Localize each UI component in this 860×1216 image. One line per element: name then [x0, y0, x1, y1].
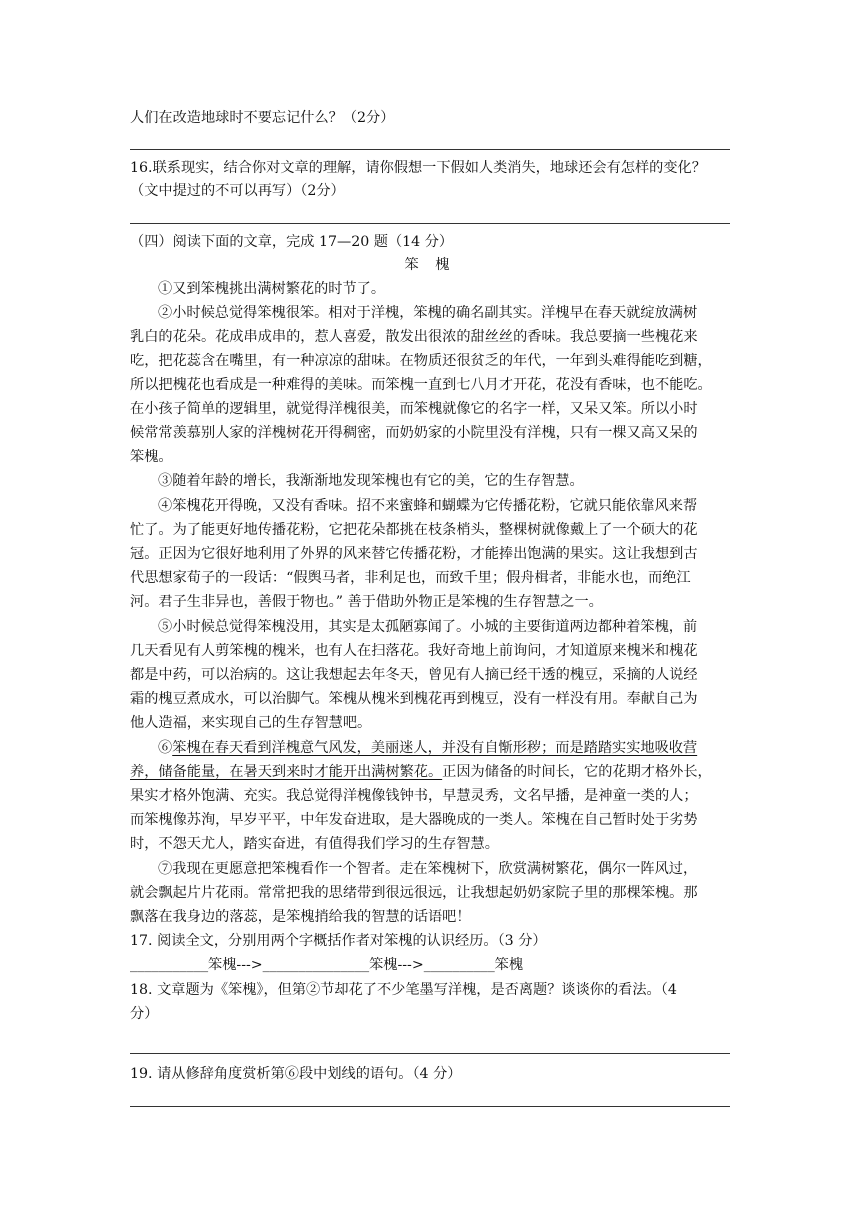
answer-line [130, 223, 730, 224]
q17-question: 17. 阅读全文，分别用两个字概括作者对笨槐的认识经历。（3 分） [130, 933, 547, 949]
paragraph-4-line: ④笨槐花开得晚，又没有香味。招不来蜜蜂和蝴蝶为它传播花粉，它就只能依靠风来帮 [158, 498, 698, 514]
paragraph-6-line: 果实才格外饱满、充实。我总觉得洋槐像钱钟书，早慧灵秀，文名早播，是神童一类的人； [130, 788, 698, 804]
paragraph-6-number: ⑥ [158, 740, 173, 756]
q18-line-2: 分） [130, 1006, 159, 1022]
paragraph-5-line: 几天看见有人剪笨槐的槐米，也有人在扫落花。我好奇地上前询问，才知道原来槐米和槐花 [130, 643, 698, 659]
q19-question: 19. 请从修辞角度赏析第⑥段中划线的语句。（4 分） [130, 1066, 462, 1082]
q16-line-2: （文中提过的不可以再写）（2分） [130, 183, 345, 199]
section4-header: （四）阅读下面的文章，完成 17—20 题（14 分） [130, 234, 454, 250]
q17-blanks[interactable]: ___________笨槐--->_______________笨槐--->__________笨槐 [130, 957, 524, 973]
paragraph-3: ③随着年龄的增长，我渐渐地发现笨槐也有它的美，它的生存智慧。 [158, 473, 584, 489]
paragraph-4-line: 冠。正因为它很好地利用了外界的风来替它传播花粉，才能捧出饱满的果实。这让我想到古 [130, 546, 698, 562]
answer-line [130, 149, 730, 150]
paragraph-4-line: 代思想家荀子的一段话：“假舆马者，非利足也，而致千里；假舟楫者，非能水也，而绝江 [130, 570, 691, 586]
paragraph-6-text: 正因为储备的时间长，它的花期才格外长， [442, 764, 712, 780]
paragraph-6-line [158, 738, 697, 758]
paragraph-2-line: 所以把槐花也看成是一种难得的美味。而笨槐一直到七八月才开花，花没有香味，也不能吃。 [130, 377, 712, 393]
paragraph-2-line: 笨槐。 [130, 449, 173, 465]
answer-line [130, 1106, 730, 1107]
paragraph-4-line: 忙了。为了能更好地传播花粉，它把花朵都挑在枝条梢头，整棵树就像戴上了一个硕大的花 [130, 522, 698, 538]
q18-line-1: 18. 文章题为《笨槐》，但第②节却花了不少笔墨写洋槐，是否离题？谈谈你的看法。（4 [130, 982, 677, 998]
paragraph-2-line: ②小时候总觉得笨槐很笨。相对于洋槐，笨槐的确名副其实。洋槐早在春天就绽放满树 [158, 305, 698, 321]
paragraph-2-line: 乳白的花朵。花成串成串的，惹人喜爱，散发出很浓的甜丝丝的香味。我总要摘一些槐花来 [130, 329, 698, 345]
paragraph-5-line: 他人造福，来实现自己的生存智慧吧。 [130, 715, 372, 731]
paragraph-7-line: 就会飘起片片花雨。常常把我的思绪带到很远很远，让我想起奶奶家院子里的那棵笨槐。那 [130, 885, 698, 901]
paragraph-5-line: ⑤小时候总觉得笨槐没用，其实是太孤陋寡闻了。小城的主要街道两边都种着笨槐，前 [158, 619, 698, 635]
paragraph-2-line: 吃，把花蕊含在嘴里，有一种凉凉的甜味。在物质还很贫乏的年代，一年到头难得能吃到糖， [130, 353, 712, 369]
paragraph-6-line: 时，不怨天尤人，踏实奋进，有值得我们学习的生存智慧。 [130, 836, 499, 852]
paragraph-7-line: 飘落在我身边的落蕊，是笨槐捎给我的智慧的话语吧！ [130, 909, 471, 925]
paragraph-5-line: 霜的槐豆煮成水，可以治脚气。笨槐从槐米到槐花再到槐豆，没有一样没有用。奉献自己为 [130, 691, 698, 707]
answer-line [130, 1053, 730, 1054]
paragraph-2-line: 候常常羡慕别人家的洋槐树花开得稠密，而奶奶家的小院里没有洋槐，只有一棵又高又呆的 [130, 425, 698, 441]
paragraph-6-line: 而笨槐像苏洵，早岁平平，中年发奋进取，是大器晚成的一类人。笨槐在自己暂时处于劣势 [130, 812, 698, 828]
paragraph-2-line: 在小孩子简单的逻辑里，就觉得洋槐很美，而笨槐就像它的名字一样，又呆又笨。所以小时 [130, 401, 698, 417]
paragraph-5-line: 都是中药，可以治病的。这让我想起去年冬天，曾见有人摘已经干透的槐豆，采摘的人说经 [130, 667, 698, 683]
q15-tail-text: 人们在改造地球时不要忘记什么？（2分） [130, 110, 395, 126]
paragraph-7-line: ⑦我现在更愿意把笨槐看作一个智者。走在笨槐树下，欣赏满树繁花，偶尔一阵风过， [158, 861, 698, 877]
paragraph-4-line: 河。君子生非异也，善假于物也。” 善于借助外物正是笨槐的生存智慧之一。 [130, 594, 603, 610]
underlined-sentence: 养，储备能量，在暑天到来时才能开出满树繁花。 [130, 764, 443, 780]
paragraph-6-line [130, 762, 712, 782]
q16-line-1: 16.联系现实，结合你对文章的理解，请你假想一下假如人类消失，地球还会有怎样的变化？ [130, 160, 706, 176]
article-title: 笨 槐 [404, 257, 456, 273]
underlined-sentence: 笨槐在春天看到洋槐意气风发，美丽迷人，并没有自惭形秽；而是踏踏实实地吸收营 [172, 740, 698, 756]
paragraph-1: ①又到笨槐挑出满树繁花的时节了。 [158, 281, 386, 297]
